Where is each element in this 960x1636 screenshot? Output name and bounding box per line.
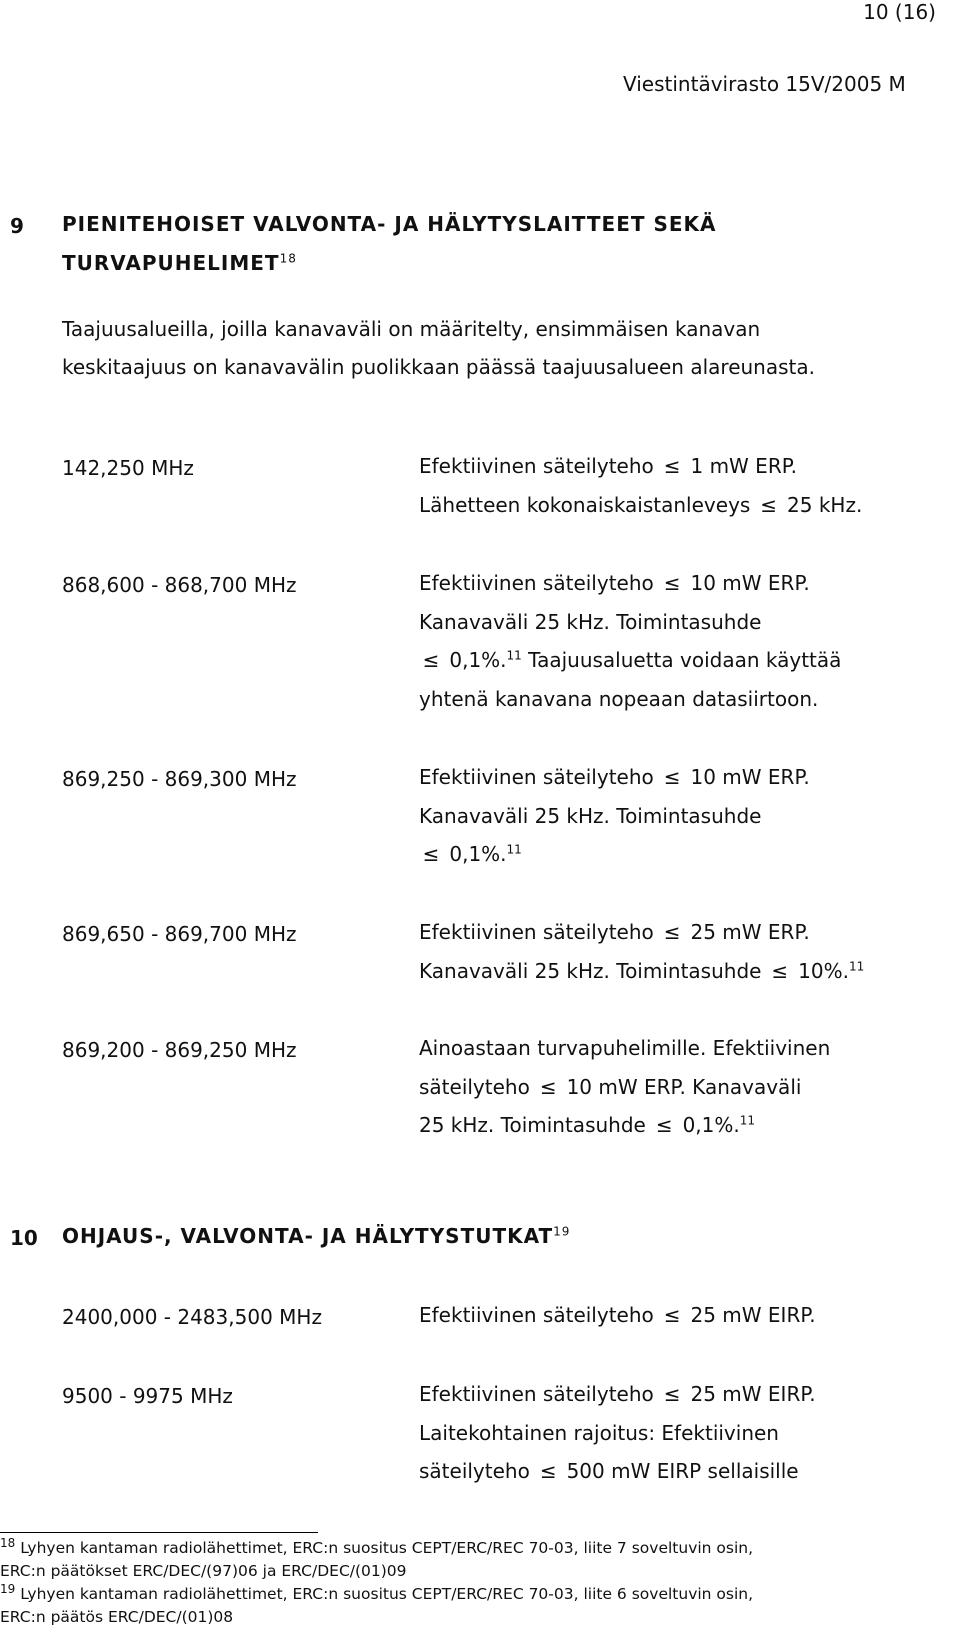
le-symbol: ≤ bbox=[663, 765, 681, 789]
intro-line-1: Taajuusalueilla, joilla kanavaväli on määritelty, ensimmäisen kanavan bbox=[62, 317, 761, 341]
footnote-ref-11[interactable]: 11 bbox=[506, 842, 522, 857]
frequency-band-9500: 9500 - 9975 MHz bbox=[62, 1384, 233, 1408]
frequency-band-869250: 869,250 - 869,300 MHz bbox=[62, 767, 297, 791]
footnote-number: 18 bbox=[0, 1535, 16, 1550]
le-symbol: ≤ bbox=[663, 454, 681, 478]
footnotes bbox=[0, 1537, 955, 1629]
frequency-band-2400: 2400,000 - 2483,500 MHz bbox=[62, 1305, 322, 1329]
le-symbol: ≤ bbox=[539, 1459, 557, 1483]
frequency-band-868600: 868,600 - 868,700 MHz bbox=[62, 573, 297, 597]
footnote-ref-11[interactable]: 11 bbox=[739, 1113, 756, 1128]
frequency-band-869650: 869,650 - 869,700 MHz bbox=[62, 922, 297, 946]
band-description-142250: Efektiivinen säteilyteho ≤ 1 mW ERP. Lähetteen kokonaiskaistanleveys ≤ 25 kHz. bbox=[419, 447, 862, 524]
intro-line-2: keskitaajuus on kanavavälin puolikkaan päässä taajuusalueen alareunasta. bbox=[62, 355, 815, 379]
le-symbol: ≤ bbox=[663, 1303, 681, 1327]
section-10-number: 10 bbox=[10, 1226, 38, 1250]
le-symbol: ≤ bbox=[422, 648, 440, 672]
footnote-ref-19[interactable]: 19 bbox=[553, 1224, 571, 1239]
le-symbol: ≤ bbox=[663, 571, 681, 595]
section-9-title-line1: PIENITEHOISET VALVONTA- JA HÄLYTYSLAITTEET SEKÄ bbox=[62, 212, 717, 236]
frequency-band-869200: 869,200 - 869,250 MHz bbox=[62, 1038, 297, 1062]
frequency-band-142250: 142,250 MHz bbox=[62, 456, 194, 480]
footnote-19: $^{19}$ Lyhyen kantaman radiolähettimet, ERC:n suositus CEPT/ERC/REC 70-03, liite 6 soveltuvin osin, ERC:n päätös ERC/DEC/(01)08 bbox=[0, 1581, 754, 1626]
section-10-title: OHJAUS-, VALVONTA- JA HÄLYTYSTUTKAT$^{19}$ bbox=[62, 1224, 571, 1248]
section-9-number: 9 bbox=[10, 214, 24, 238]
band-description-868600: Efektiivinen säteilyteho ≤ 10 mW ERP. Kanavaväli 25 kHz. Toimintasuhde ≤ 0,1%.$^{11}$ Taajuusaluetta voidaan käyttää yhtenä kanavana nopeaan datasiirtoon. bbox=[419, 564, 841, 718]
footnote-ref-11[interactable]: 11 bbox=[506, 648, 522, 663]
le-symbol: ≤ bbox=[655, 1113, 673, 1137]
footnote-divider bbox=[0, 1532, 318, 1533]
le-symbol: ≤ bbox=[422, 842, 440, 866]
le-symbol: ≤ bbox=[771, 958, 789, 983]
le-symbol: ≤ bbox=[663, 920, 681, 944]
footnote-ref-11[interactable]: 11 bbox=[848, 958, 865, 973]
agency-reference: Viestintävirasto 15V/2005 M bbox=[623, 72, 906, 96]
footnote-ref-18[interactable]: 18 bbox=[279, 251, 297, 266]
band-description-2400: Efektiivinen säteilyteho ≤ 25 mW EIRP. bbox=[419, 1296, 816, 1335]
le-symbol: ≤ bbox=[539, 1074, 557, 1099]
le-symbol: ≤ bbox=[760, 492, 778, 517]
footnote-18: $^{18}$ Lyhyen kantaman radiolähettimet, ERC:n suositus CEPT/ERC/REC 70-03, liite 7 soveltuvin osin, ERC:n päätökset ERC/DEC/(97)06 ja ERC/DEC/(01)09 bbox=[0, 1535, 754, 1580]
page-number: 10 (16) bbox=[863, 0, 936, 24]
band-description-869200: Ainoastaan turvapuhelimille. Efektiivinen säteilyteho ≤ 10 mW ERP. Kanavaväli 25 kHz. Toimintasuhde ≤ 0,1%.$^{11}$ bbox=[419, 1029, 830, 1145]
section-9-title bbox=[62, 205, 717, 283]
le-symbol: ≤ bbox=[663, 1382, 681, 1406]
band-description-869650: Efektiivinen säteilyteho ≤ 25 mW ERP. Kanavaväli 25 kHz. Toimintasuhde ≤ 10%.$^{11}$ bbox=[419, 913, 864, 990]
section-9-intro bbox=[62, 310, 815, 386]
band-description-9500: Efektiivinen säteilyteho ≤ 25 mW EIRP. Laitekohtainen rajoitus: Efektiivinen säteilyteho ≤ 500 mW EIRP sellaisille bbox=[419, 1375, 816, 1491]
section-9-title-line2: TURVAPUHELIMET bbox=[62, 251, 280, 275]
footnote-number: 19 bbox=[0, 1581, 16, 1596]
band-description-869250: Efektiivinen säteilyteho ≤ 10 mW ERP. Kanavaväli 25 kHz. Toimintasuhde ≤ 0,1%.$^{11}$ bbox=[419, 758, 810, 874]
